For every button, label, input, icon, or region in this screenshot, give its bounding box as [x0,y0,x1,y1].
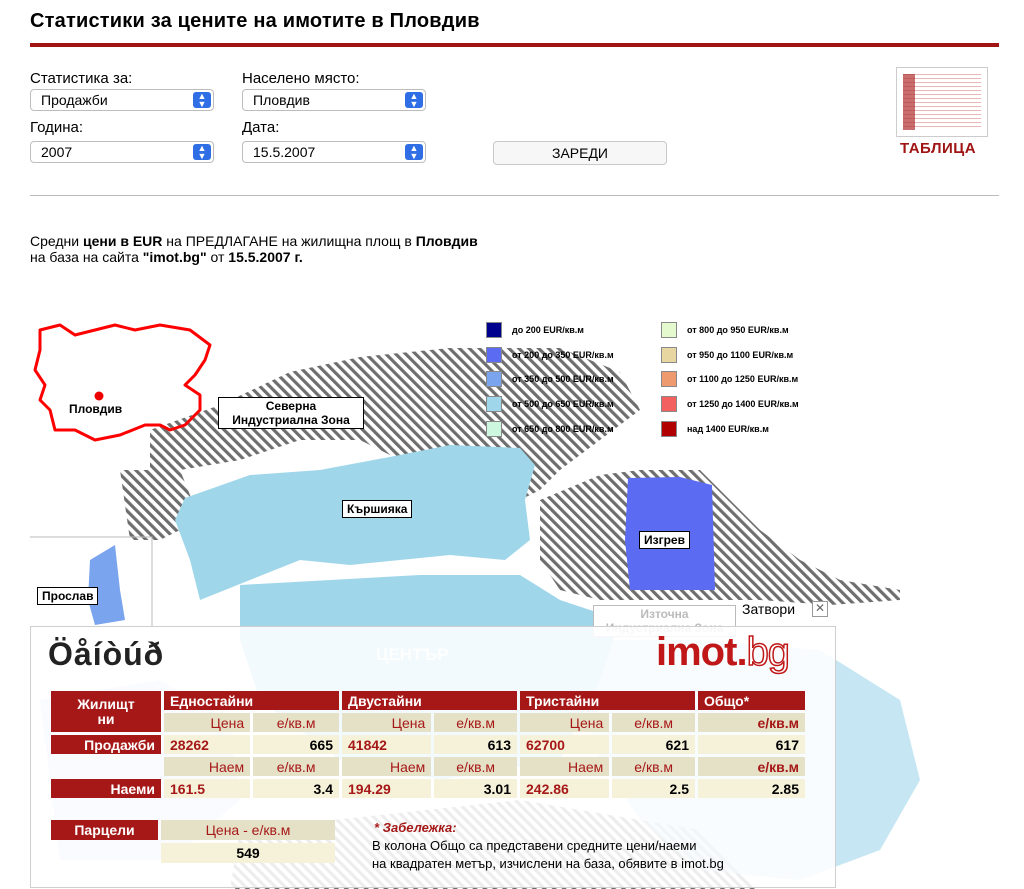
table-thumbnail-icon[interactable] [896,67,988,137]
intro-line-1 [30,233,478,249]
table-row [51,779,805,798]
place-select[interactable] [242,89,426,111]
table-link[interactable]: ТАБЛИЦА [900,140,977,157]
legend-item [486,347,614,363]
imot-logo [656,630,789,675]
date-select[interactable] [242,141,426,163]
intro-text-part: от [206,249,229,265]
col-header-total: Общо* [698,691,805,710]
year-label: Година: [30,119,84,136]
logo-text: imot [656,630,737,674]
table-thumbnail-band [903,74,915,130]
parcels-value: 549 [161,843,335,863]
intro-text-part: "imot.bg" [142,249,207,265]
center-map-label: ЦЕНТЪР [376,645,449,664]
col-header-3room: Тристайни [520,691,695,710]
row-header-rents: Наеми [51,779,161,798]
district-label-line: Индустриална Зона [232,413,350,427]
legend-label: от 1250 до 1400 EUR/кв.м [687,399,799,409]
sub-header-rent: Наем [520,757,609,776]
legend-item [486,322,584,338]
rents-cell: 242.86 [520,779,609,798]
legend-item [661,322,789,338]
sales-total-cell: 617 [698,735,805,754]
place-label: Населено място: [242,70,360,87]
place-select-value: Пловдив [253,92,310,108]
close-popup-label[interactable]: Затвори [742,601,796,617]
intro-text-part: цени в EUR [83,233,163,249]
legend-item [486,371,614,387]
year-select[interactable] [30,141,214,163]
legend-swatch [486,371,502,387]
sub-header-per-sqm: е/кв.м [612,713,695,732]
col-header-1room: Едностайни [164,691,339,710]
legend-swatch [661,371,677,387]
close-icon[interactable]: ✕ [812,601,828,617]
sales-cell: 621 [612,735,695,754]
legend-item [661,396,799,412]
select-arrows-icon: ▲ ▼ [193,92,211,108]
note-line-1: В колона Общо са представени средните цени/наеми [372,838,697,853]
note-line-2: на квадратен метър, изчислени на база, обявите в imot.bg [372,856,724,871]
sub-header-price: Цена [520,713,609,732]
intro-text-part: на ПРЕДЛАГАНЕ на жилищна площ в [162,233,416,249]
legend-label: от 950 до 1100 EUR/кв.м [687,350,794,360]
popup-heading: Öåíòúð [48,636,165,672]
legend-item [486,421,614,437]
sub-header-price: Цена [342,713,431,732]
load-button[interactable]: ЗАРЕДИ [493,141,667,165]
legend-item [661,371,798,387]
legend-label: от 800 до 950 EUR/кв.м [687,325,789,335]
year-select-value: 2007 [41,144,73,160]
rents-cell: 161.5 [164,779,250,798]
sub-header-per-sqm: е/кв.м [698,757,805,776]
date-select-value: 15.5.2007 [253,144,316,160]
district-izgrev[interactable]: Изгрев [639,531,690,549]
sales-cell: 28262 [164,735,250,754]
legend-swatch [661,421,677,437]
legend-item [661,347,793,363]
page-title: Статистики за цените на имотите в Пловдив [30,10,480,32]
statistic-select[interactable] [30,89,214,111]
table-row [51,757,805,776]
housing-header-line: Жилищт [77,695,135,712]
legend-swatch [486,421,502,437]
sales-cell: 613 [434,735,517,754]
rents-total-cell: 2.85 [698,779,805,798]
intro-text-part: Пловдив [415,233,478,249]
district-label-line: Северна [265,399,317,413]
section-divider [30,195,999,196]
legend-swatch [661,396,677,412]
col-header-2room: Двустайни [342,691,517,710]
table-row [51,735,805,754]
legend-swatch [486,347,502,363]
rents-cell: 2.5 [612,779,695,798]
inset-city-label: Пловдив [69,402,123,416]
logo-tld: bg [746,630,790,674]
title-divider [30,43,999,47]
intro-text-part: Средни [30,233,83,249]
legend-label: от 350 до 500 EUR/кв.м [512,374,614,384]
sub-header-per-sqm: е/кв.м [253,757,339,776]
sales-cell: 62700 [520,735,609,754]
housing-header [51,691,161,732]
legend-swatch [486,396,502,412]
district-label-line: Източна [640,607,689,621]
legend-item [661,421,769,437]
sales-cell: 665 [253,735,339,754]
table-row [51,691,805,710]
legend-swatch [661,347,677,363]
sub-header-per-sqm: е/кв.м [698,713,805,732]
logo-dot: . [736,630,747,674]
region-proslav [88,545,125,625]
rents-cell: 3.01 [434,779,517,798]
parcels-sub-header: Цена - е/кв.м [161,820,335,840]
legend-label: до 200 EUR/кв.м [512,325,584,335]
legend-item [486,396,614,412]
sub-header-price: Цена [164,713,250,732]
select-arrows-icon: ▲ ▼ [405,92,423,108]
rents-cell: 194.29 [342,779,431,798]
intro-text-part: на база на сайта [30,249,143,265]
intro-text-part: 15.5.2007 г. [228,249,303,265]
select-arrows-icon: ▲ ▼ [405,144,423,160]
district-north-industrial[interactable] [218,397,364,429]
row-header-blank [51,757,161,776]
legend-label: от 200 до 350 EUR/кв.м [512,350,614,360]
rents-cell: 3.4 [253,779,339,798]
table-row [51,713,805,732]
district-proslav[interactable]: Прослав [37,587,98,605]
housing-header-line: ни [97,710,115,727]
legend-label: от 500 до 650 EUR/кв.м [512,399,614,409]
sub-header-per-sqm: е/кв.м [253,713,339,732]
statistic-label: Статистика за: [30,70,133,87]
note-title: * Забележка: [374,820,457,835]
legend-label: от 1100 до 1250 EUR/кв.м [687,374,799,384]
sub-header-rent: Наем [164,757,250,776]
parcels-header: Парцели [51,820,158,840]
legend-label: от 650 до 800 EUR/кв.м [512,424,614,434]
legend-swatch [661,322,677,338]
intro-text [30,233,478,265]
intro-line-2 [30,249,478,265]
sales-cell: 41842 [342,735,431,754]
price-table [48,688,808,801]
select-arrows-icon: ▲ ▼ [193,144,211,160]
statistic-select-value: Продажби [41,92,108,108]
sub-header-per-sqm: е/кв.м [434,713,517,732]
sub-header-per-sqm: е/кв.м [434,757,517,776]
sub-header-per-sqm: е/кв.м [612,757,695,776]
district-karshiyaka[interactable]: Кършияка [342,500,412,518]
legend-swatch [486,322,502,338]
legend-label: над 1400 EUR/кв.м [687,424,769,434]
row-header-sales: Продажби [51,735,161,754]
sub-header-rent: Наем [342,757,431,776]
date-label: Дата: [242,119,280,136]
